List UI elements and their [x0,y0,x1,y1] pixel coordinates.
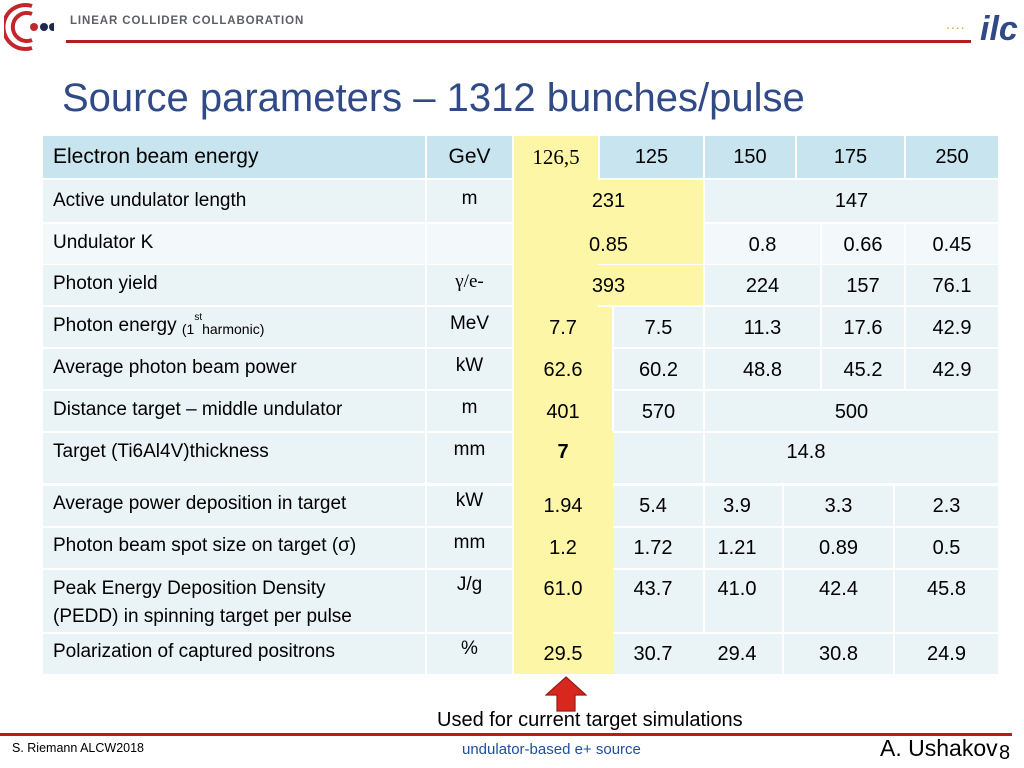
row-value: 76.1 [932,274,972,297]
header-divider [66,40,971,43]
row-value: 1.94 [543,494,583,517]
ilc-logo-icon [978,2,1020,48]
row-value: 157 [846,274,880,297]
row-value: 401 [546,400,580,423]
row-value: 29.5 [543,642,583,665]
row-value: 224 [745,274,780,297]
ilc-logo-text: ilc [980,10,1018,48]
footer-topic: undulator-based e+ source [462,741,641,758]
row-value: 45.2 [843,358,883,381]
row-value: 0.89 [819,536,858,559]
row-label: Undulator K [53,232,154,253]
row-label: Distance target – middle undulator [53,399,343,420]
row-value: 3.9 [723,494,751,517]
row-value: 30.7 [633,642,673,665]
row-value: 42.9 [932,358,972,381]
row-label: Active undulator length [53,190,247,211]
row-value: 7 [557,440,569,463]
row-value: 11.3 [743,316,782,339]
row-label: Polarization of captured positrons [53,641,335,662]
row-value: 61.0 [543,577,583,600]
table-header-value: 150 [733,145,767,168]
org-name: LINEAR COLLIDER COLLABORATION [70,15,305,27]
footer-author: S. Riemann ALCW2018 [12,741,145,755]
row-label: Photon beam spot size on target (σ) [53,535,357,556]
row-value: 29.4 [717,642,757,665]
row-unit: % [461,638,478,659]
row-value: 42.9 [932,316,972,339]
row-label: Photon yield [53,273,158,294]
table-header-value: 126,5 [532,144,580,169]
row-value: 2.3 [932,494,961,517]
table-header-unit: GeV [448,145,491,168]
footer-divider [0,733,1012,736]
header-dots: .... [946,16,966,32]
row-unit: kW [455,490,484,511]
row-value: 0.5 [932,536,961,559]
row-value: 7.7 [549,316,577,339]
row-value: 1.72 [633,536,673,559]
row-unit: kW [455,355,484,376]
row-label: Average photon beam power [53,357,297,378]
row-value: 147 [834,189,869,212]
row-value: 48.8 [743,358,782,381]
row-value: 45.8 [927,577,966,600]
row-value: 62.6 [543,358,583,381]
row-value: 231 [591,189,626,212]
row-value: 1.21 [717,536,757,559]
row-value: 0.66 [843,233,883,256]
row-value: 14.8 [786,440,826,463]
row-unit: m [461,397,478,418]
row-value: 42.4 [819,577,858,600]
row-value: 393 [591,274,626,297]
row-unit: mm [453,532,486,553]
row-value: 3.3 [824,494,853,517]
row-value: 0.85 [589,233,628,256]
row-value: 1.2 [549,536,577,559]
row-value: 30.8 [819,642,858,665]
row-value: 17.6 [843,316,883,339]
row-unit: J/g [456,574,483,595]
page-number: 8 [999,742,1011,764]
row-value: 7.5 [644,316,673,339]
table-header-value: 250 [935,145,969,168]
up-arrow-icon [545,676,587,712]
row-label: Target (Ti6Al4V)thickness [53,441,269,462]
row-value: 570 [641,400,676,423]
row-unit: m [461,188,478,209]
row-value: 5.4 [639,494,667,517]
table-header-value: 125 [634,145,669,168]
row-label: Average power deposition in target [53,493,347,514]
row-unit: γ/e- [455,271,484,292]
footer-speaker: A. Ushakov [880,735,998,761]
row-value: 0.45 [932,233,972,256]
row-value: 43.7 [633,577,673,600]
row-value: 24.9 [927,642,966,665]
table-header-label: Electron beam energy [53,145,259,168]
lcc-logo-icon [4,2,54,52]
table-header-value: 175 [833,145,868,168]
simulation-note: Used for current target simulations [437,709,743,731]
row-value: 0.8 [748,233,777,256]
row-unit: MeV [449,313,490,334]
row-label: Peak Energy Deposition Density (PEDD) in spinning target per pulse [53,578,352,627]
row-unit: mm [453,439,486,460]
page-title: Source parameters – 1312 bunches/pulse [62,76,805,120]
row-value: 500 [834,400,869,423]
row-value: 41.0 [717,577,757,600]
row-label: Photon energy (1 $^{st}$ harmonic) [53,312,265,337]
row-value: 60.2 [639,358,678,381]
